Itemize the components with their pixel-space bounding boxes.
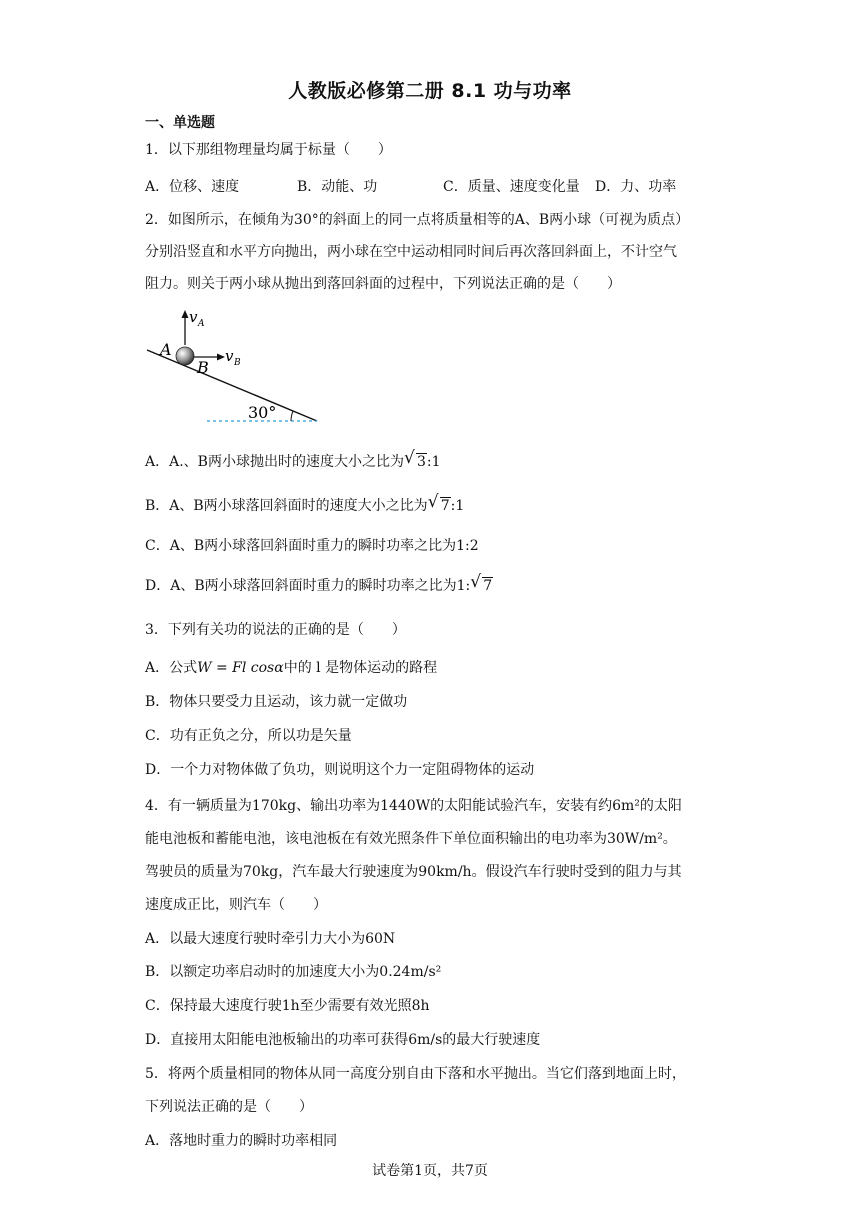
sqrt-3: √ 3 [404, 452, 427, 472]
work-formula: W = Fl cosα [197, 660, 284, 676]
q3-stem: 3．下列有关功的说法的正确的是（ ） [145, 622, 406, 638]
label-a: A [160, 340, 172, 359]
q5-stem-line-2: 下列说法正确的是（ ） [145, 1099, 313, 1115]
q3-option-b: B．物体只要受力且运动，该力就一定做功 [145, 694, 408, 710]
ball-icon [176, 347, 194, 365]
q3-option-c: C．功有正负之分，所以功是矢量 [145, 728, 352, 744]
q1-option-a: A．位移、速度 [145, 179, 240, 195]
page-title: 人教版必修第二册 8.1 功与功率 [288, 80, 572, 102]
q4-stem-line-1: 4．有一辆质量为170kg、输出功率为1440W的太阳能试验汽车，安装有约6m²的太阳 [145, 798, 682, 814]
angle-label: 30° [248, 403, 277, 422]
q4-option-a: A．以最大速度行驶时牵引力大小为60N [145, 931, 396, 947]
q4-option-b: B．以额定功率启动时的加速度大小为0.24m/s² [145, 964, 442, 980]
label-b: B [197, 358, 209, 377]
incline-diagram [145, 305, 325, 425]
q4-stem-line-3: 驾驶员的质量为70kg，汽车最大行驶速度为90km/h。假设汽车行驶时受到的阻力与其 [145, 864, 682, 880]
q4-option-d: D．直接用太阳能电池板输出的功率可获得6m/s的最大行驶速度 [145, 1032, 541, 1048]
q1-option-d: D．力、功率 [595, 179, 677, 195]
angle-arc [291, 411, 293, 421]
q2-stem-line-1: 2．如图所示，在倾角为30°的斜面上的同一点将质量相等的A、B两小球（可视为质点） [145, 212, 690, 228]
label-vb: v [225, 347, 234, 365]
label-va-sub: A [198, 319, 205, 329]
label-vb-sub: B [234, 358, 241, 368]
q4-stem-line-2: 能电池板和蓄能电池，该电池板在有效光照条件下单位面积输出的电功率为30W/m²。 [145, 831, 677, 847]
q3-option-d: D．一个力对物体做了负功，则说明这个力一定阻碍物体的运动 [145, 762, 535, 778]
q2-option-b: B．A、B两小球落回斜面时的速度大小之比为√ 7:1 [145, 496, 464, 516]
q2-stem-line-2: 分别沿竖直和水平方向抛出，两小球在空中运动相同时间后再次落回斜面上，不计空气 [145, 244, 677, 260]
page-footer: 试卷第1页，共7页 [372, 1163, 488, 1179]
q1-option-c: C．质量、速度变化量 [443, 179, 580, 195]
arrowhead-va [182, 310, 189, 318]
q2-option-d: D．A、B两小球落回斜面时重力的瞬时功率之比为1:√ 7 [145, 576, 493, 596]
q5-option-a: A．落地时重力的瞬时功率相同 [145, 1133, 338, 1149]
label-va: v [189, 308, 198, 326]
q1-stem: 1．以下那组物理量均属于标量（ ） [145, 142, 392, 158]
sqrt-7: √ 7 [428, 496, 451, 516]
q4-option-c: C．保持最大速度行驶1h至少需要有效光照8h [145, 998, 430, 1014]
q3-option-a: A．公式W = Fl cosα中的 l 是物体运动的路程 [145, 660, 438, 676]
q2-stem-line-3: 阻力。则关于两小球从抛出到落回斜面的过程中，下列说法正确的是（ ） [145, 276, 621, 292]
section-heading: 一、单选题 [145, 115, 215, 131]
q4-stem-line-4: 速度成正比，则汽车（ ） [145, 897, 327, 913]
q5-stem-line-1: 5．将两个质量相同的物体从同一高度分别自由下落和水平抛出。当它们落到地面上时， [145, 1066, 686, 1082]
q2-option-a: A．A.、B两小球抛出时的速度大小之比为√ 3:1 [145, 452, 441, 472]
q1-option-b: B．动能、功 [297, 179, 378, 195]
q2-option-c: C．A、B两小球落回斜面时重力的瞬时功率之比为1:2 [145, 538, 479, 554]
arrowhead-vb [217, 354, 225, 361]
sqrt-7-d: √ 7 [470, 576, 493, 596]
